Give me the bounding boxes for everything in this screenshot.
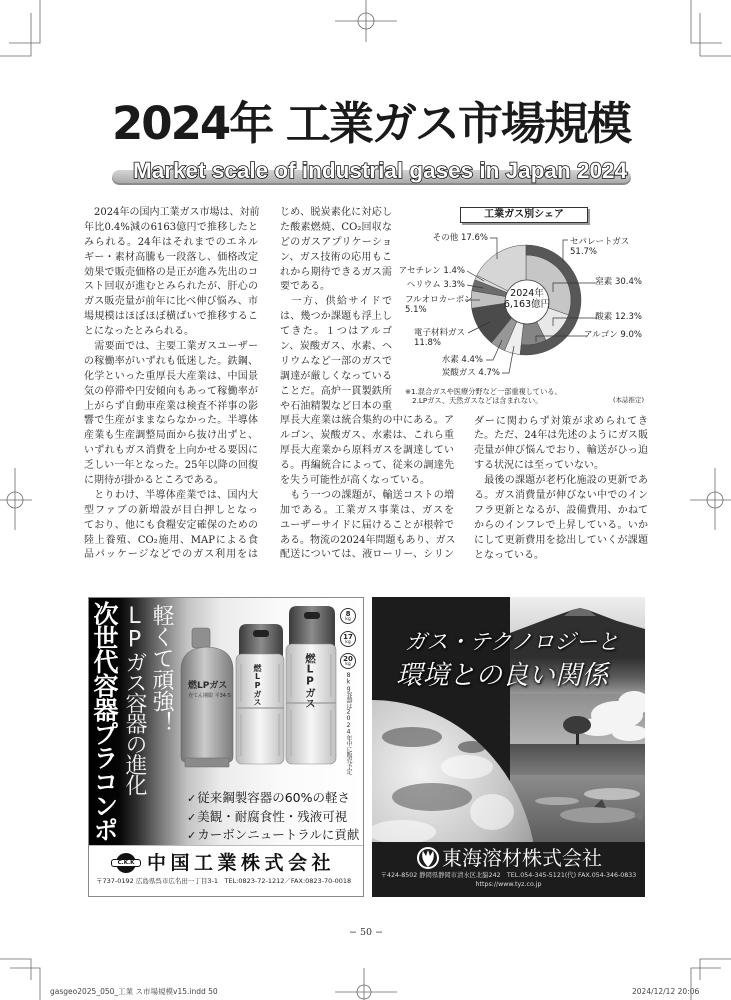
text-line: 気の停滞や円安傾向もあって稼働率が xyxy=(84,385,258,397)
ad-tagline: LPガス容器の進化 xyxy=(122,604,147,795)
feature-item xyxy=(187,789,359,808)
label-fluorocarbon-name: フルオロカーボン xyxy=(405,295,473,305)
label-oxygen: 酸素 12.3% xyxy=(595,312,642,322)
company-url: https://www.tyz.co.jp xyxy=(475,881,542,888)
slug-filename: gasgeo2025_050_工業 ス市場規模v15.indd 50 xyxy=(50,987,218,996)
label-separate-name: セパレートガス xyxy=(570,237,630,247)
text-line: 響で生産がままならなかった。半導体 xyxy=(84,415,258,427)
text-line: る。再編統合によって、従来の調達先 xyxy=(280,460,454,472)
text-line: や石油精製など日本の重 xyxy=(280,400,392,412)
registration-mark-left xyxy=(0,468,32,530)
text-line: 要である。 xyxy=(280,281,330,293)
center-year: 2024年 xyxy=(510,288,544,299)
feature-text: カーボンニュートラルに貢献 xyxy=(197,827,360,842)
text-line: ある。物流の2024年問題もあり、ガス xyxy=(280,534,456,546)
company-address: 〒737-0192 広島県呉市広名田一丁目3-1 TEL:0823-72-1212／FAX:0823-70-0018 xyxy=(96,877,352,885)
text-line: 一方、供給サイドで xyxy=(280,296,392,308)
text-line: リウムなど一部のガスで xyxy=(280,355,392,367)
label-argon: アルゴン 9.0% xyxy=(584,330,642,340)
text-line: 型ファブの新増設が目白押しとなっ xyxy=(84,504,258,516)
ad-visual xyxy=(89,598,363,845)
label-nitrogen: 窒素 30.4% xyxy=(595,277,642,287)
text-line: 厚長大産業から原料ガスを調達してい xyxy=(280,445,454,457)
crop-mark-bottom-left xyxy=(0,959,40,1000)
cylinder-body xyxy=(181,647,233,762)
label-acetylene: アセチレン 1.4% xyxy=(398,266,465,276)
text-line: いずれもガス消費を上向かせる要因に xyxy=(84,445,258,457)
cylinder-base xyxy=(185,758,229,767)
registration-mark-top xyxy=(335,0,397,42)
chart-center-label xyxy=(503,288,551,310)
page-number: − 50 − xyxy=(348,927,384,938)
text-line: ン、炭酸ガス、水素、ヘ xyxy=(280,341,392,353)
size-number: 20 xyxy=(343,655,353,663)
check-icon: ✓ xyxy=(187,829,197,842)
crop-mark-top-left xyxy=(0,0,40,56)
text-line: 調達が厳しくなっている xyxy=(280,370,392,382)
chart-title: 工業ガス別シェア xyxy=(460,207,588,223)
text-line: 加である。工業ガス事業は、ガスを xyxy=(280,504,454,516)
text-line: ガス販売量が前年に比べ伸び悩み、市 xyxy=(84,296,258,308)
registration-mark-bottom xyxy=(335,968,397,1000)
text-line: スト回収が進むとみられたが、肝心の xyxy=(84,281,258,293)
text-line: もう一つの課題が、輸送コストの増 xyxy=(280,489,454,501)
article-column-3 xyxy=(474,415,648,564)
check-icon: ✓ xyxy=(187,810,197,824)
feature-text: 従来鋼製容器の60%の軽さ xyxy=(197,790,351,805)
label-fluorocarbon xyxy=(405,295,473,315)
leader-separate xyxy=(563,240,568,262)
text-line: 厚長大産業は統合集約の中にある。ア xyxy=(280,415,454,427)
ad-catchcopy: 軽くて頑強！ xyxy=(149,604,174,733)
text-line: は、幾つか課題も浮上し xyxy=(280,311,392,323)
text-line: ことだ。高炉一貫製鉄所 xyxy=(280,385,392,397)
text-line: の稼働率がいずれも低迷した。鉄鋼、 xyxy=(84,355,258,367)
text-line: ダーに関わらず対策が求められてき xyxy=(474,415,648,427)
company-name: 東海溶材株式会社 xyxy=(442,846,602,870)
text-line: る。ガス消費量が伸びない中でのイン xyxy=(474,490,648,502)
size-badge-20kg xyxy=(340,653,356,669)
text-line: ギー・素材高騰も一段落し、価格改定 xyxy=(84,251,258,263)
handle-hole xyxy=(304,612,320,619)
advertisement-chugoku-kogyo xyxy=(88,597,364,897)
ad-product-name: 次世代容器プラコンポ xyxy=(90,601,119,841)
text-line: てきた。１つはアルゴ xyxy=(280,326,392,338)
chart-source: (本誌推定) xyxy=(613,396,645,404)
ad-headline-line-1: ガス・テクノロジーと xyxy=(405,630,619,655)
label-electronic-name: 電子材料ガス xyxy=(414,328,466,338)
text-line: 産業も生産調整局面から抜け出ずと、 xyxy=(84,430,258,442)
english-subtitle: Market scale of industrial gases in Japan 2024 xyxy=(133,158,627,183)
text-line: 需要面では、主要工業ガスユーザー xyxy=(84,341,258,353)
cylinder-label-1: 燃LPガス xyxy=(188,681,228,691)
text-line: ン、ガス技術の応用もこ xyxy=(280,251,392,263)
size-number: 8 xyxy=(345,610,351,618)
label-electronic xyxy=(414,328,465,348)
registration-mark-right xyxy=(690,468,731,530)
text-line: からのインフレで上昇している。いか xyxy=(474,519,648,531)
label-co2: 炭酸ガス 4.7% xyxy=(441,368,500,378)
text-line: 配送については、液ローリー、シリン xyxy=(280,549,454,561)
ad-company-footer xyxy=(89,845,363,896)
valve-guard xyxy=(192,628,210,648)
text-line: みられる。24年はそれまでのエネル xyxy=(84,236,258,248)
label-separate-value: 51.7% xyxy=(570,247,598,257)
text-line: た。ただ、24年は先述のようにガス販 xyxy=(474,430,648,442)
text-line: どのガスアプリケーショ xyxy=(280,236,392,248)
field xyxy=(510,744,645,775)
text-line: ユーザーサイドに届けることが根幹で xyxy=(280,519,454,531)
advertisement-tokai-yozai xyxy=(372,597,645,897)
company-name: 中国工業株式会社 xyxy=(147,852,336,874)
text-line: となっている。 xyxy=(474,549,544,561)
text-line: 年比0.4%減の6163億円で推移したと xyxy=(84,221,258,233)
text-line: に期待が掛かるところである。 xyxy=(84,475,224,487)
text-line: する状況には至っていない。 xyxy=(474,460,604,472)
text-line: フラ更新となるが、設備費用、かねて xyxy=(474,504,648,516)
size-unit: kg xyxy=(345,617,351,622)
company-address: 〒424-8502 静岡県静岡市清水区北脇242 TEL.054-345-5121(代) FAX.054-346-0833 xyxy=(380,872,637,879)
text-line: 品パッケージなどでのガス利用をは xyxy=(84,549,258,561)
size-unit: kg xyxy=(345,662,351,667)
text-line: 上がらず自動車産業は検査不祥事の影 xyxy=(84,400,258,412)
text-line: ルゴン、炭酸ガス、水素は、これら重 xyxy=(280,430,454,442)
slug-timestamp: 2024/12/12 20:06 xyxy=(632,987,700,996)
page-title: 2024年 工業ガス市場規模 xyxy=(112,97,630,150)
size-number: 17 xyxy=(343,633,353,641)
article-column-1 xyxy=(84,206,258,563)
label-separate-gas xyxy=(570,237,629,257)
text-line: にして更新費用を捻出していくが課題 xyxy=(474,534,648,546)
label-electronic-value: 11.8% xyxy=(414,338,442,348)
check-icon: ✓ xyxy=(187,792,197,805)
feature-item xyxy=(187,826,359,845)
label-others: その他 17.6% xyxy=(432,233,488,243)
text-line: を失う可能性が高くなっている。 xyxy=(280,475,430,487)
chart-note-1: ※1.混合ガスや医療分野など一部重複している。 xyxy=(405,387,562,396)
label-fluorocarbon-value: 5.1% xyxy=(405,305,427,315)
text-line: とりわけ、半導体産業では、国内大 xyxy=(84,489,258,501)
text-line: 売量が伸び悩んでおり、輸送がひっ迫 xyxy=(474,445,648,457)
logo-text: C.K.K xyxy=(111,859,141,867)
text-line: 最後の課題が老朽化施設の更新であ xyxy=(474,475,648,487)
text-line: とになったとみられる。 xyxy=(84,326,194,338)
size-unit: kg xyxy=(345,640,351,645)
feature-checklist xyxy=(187,789,359,845)
text-line: ており、他にも食糧安定確保のための xyxy=(84,519,258,531)
text-line: 陸上養殖、CO₂施用、MAPによる食 xyxy=(84,534,258,546)
label-hydrogen: 水素 4.4% xyxy=(441,355,483,365)
ad-headline-line-2: 環境との良い関係 xyxy=(396,660,608,691)
text-line: れから期待できるガス需 xyxy=(280,266,392,278)
text-line: 化学といった重厚長大産業は、中国景 xyxy=(84,370,258,382)
feature-item xyxy=(187,808,359,827)
handle-hole xyxy=(253,630,269,637)
text-line: た酸素燃焼、CO₂回収な xyxy=(280,221,392,233)
size-badge-17kg xyxy=(340,631,356,647)
cylinder-cap xyxy=(239,624,283,658)
text-line: じめ、脱炭素化に対応し xyxy=(280,207,392,218)
text-line: 場規模はほぼほぼ横ばいで推移するこ xyxy=(84,311,258,323)
cylinder-label-3: 燃LPガス xyxy=(304,653,316,709)
ckk-logo-icon xyxy=(111,853,141,873)
cylinder-expiry: 充てん期限 平34-5 xyxy=(188,693,231,699)
chart-note-2: 2.LPガス、天然ガスなどは含まれない。 xyxy=(412,396,543,405)
text-line: 2024年の国内工業ガス市場は、対前 xyxy=(84,207,260,218)
text-line: 効果で販売価格の是正が進み先出のコ xyxy=(84,266,258,278)
label-helium: ヘリウム 3.3% xyxy=(406,280,465,290)
text-line: 乏しい一年となった。25年以降の回復 xyxy=(84,460,258,472)
size-note: 8kg容器は2024年中に販売予定 xyxy=(345,672,352,775)
cylinder-label-2: 燃LPガス xyxy=(253,664,262,706)
feature-text: 美観・耐腐食性・残液可視 xyxy=(197,808,348,824)
size-badge-8kg xyxy=(340,608,356,624)
crop-mark-top-right xyxy=(691,0,731,56)
center-total: 6,163億円 xyxy=(503,299,551,310)
